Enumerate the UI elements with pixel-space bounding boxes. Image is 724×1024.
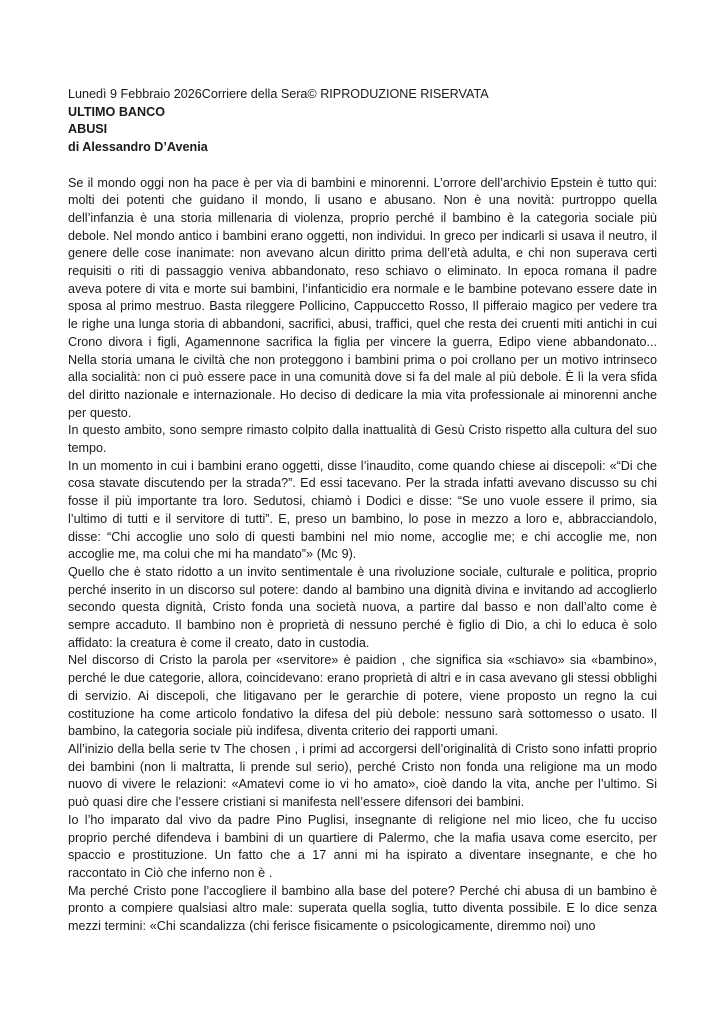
article-header — [68, 86, 657, 157]
header-body-spacer — [68, 157, 657, 175]
article-title: ABUSI — [68, 122, 108, 137]
article-paragraph: All’inizio della bella serie tv The chosen , i primi ad accorgersi dell’originalità di Cristo sono infatti proprio dei bambini (non li maltratta, li prende sul serio), perché Cristo non fonda una religione ma un modo nuovo di vivere le relazioni: «Amatevi come io vi ho amato», cioè dando la vita, anche per l’ultimo. Si può quasi dire che l’essere cristiani si manifesta nell’essere difensori dei bambini. — [68, 742, 657, 810]
article-paragraph: Io l’ho imparato dal vivo da padre Pino Puglisi, insegnante di religione nel mio liceo, che fu ucciso proprio perché difendeva i bambini di un quartiere di Palermo, che la mafia usava come esercito, per spaccio e prostituzione. Un fatto che a 17 anni mi ha ispirato a diventare insegnante, e che ho raccontato in Ciò che inferno non è . — [68, 812, 657, 880]
article-paragraph: Se il mondo oggi non ha pace è per via di bambini e minorenni. L’orrore dell’archivio Epstein è tutto qui: molti dei potenti che guidano il mondo, li usano e abusano. Non è una novità: purtroppo quella dell’infanzia è una storia millenaria di violenza, proprio perché il bambino è la categoria sociale più debole. Nel mondo antico i bambini erano oggetti, non individui. In greco per indicarli si usava il neutro, il genere delle cose inanimate: non avevano alcun diritto prima dell’età adulta, e chi non superava certi requisiti o riti di passaggio veniva abbandonato, reso schiavo o eliminato. In epoca romana il padre aveva potere di vita e morte sui bambini, l’infanticidio era normale e le bambine potevano essere date in sposa al primo mestruo. Basta rileggere Pollicino, Cappuccetto Rosso, Il pifferaio magico per vedere tra le righe una lunga storia di abbandoni, sacrifici, abusi, traffici, quel che resta dei cruenti miti antichi in cui Crono divora i figli, Agamennone sacrifica la figlia per vincere la guerra, Edipo viene abbandonato... Nella storia umana le civiltà che non proteggono i bambini prima o poi crollano per un motivo intrinseco alla socialità: non ci può essere pace in una comunità dove si fa del male al più debole. È lì la vera sfida del diritto nazionale e internazionale. Ho deciso di dedicare la mia vita professionale ai minorenni anche per questo. — [68, 175, 657, 420]
article-paragraph: In questo ambito, sono sempre rimasto colpito dalla inattualità di Gesù Cristo rispetto alla cultura del suo tempo. — [68, 423, 657, 456]
article-body — [68, 175, 657, 936]
article-byline: di Alessandro D’Avenia — [68, 140, 208, 155]
article-paragraph: Nel discorso di Cristo la parola per «servitore» è paidion , che significa sia «schiavo» sia «bambino», perché le due categorie, allora, coincidevano: erano proprietà di altri e in casa avevano gli stessi obblighi di servizio. Ai discepoli, che litigavano per le gerarchie di potere, viene proposto un regno la cui costituzione ha come articolo fondativo la difesa del più debole: nessuno sarà sottomesso o usato. Il bambino, la categoria sociale più indifesa, diventa criterio dei rapporti umani. — [68, 653, 657, 739]
article-paragraph: Ma perché Cristo pone l’accogliere il bambino alla base del potere? Perché chi abusa di un bambino è pronto a compiere qualsiasi altro male: superata quella soglia, tutto diventa possibile. E lo dice senza mezzi termini: «Chi scandalizza (chi ferisce fisicamente o psicologicamente, diremmo noi) uno — [68, 883, 657, 934]
date-source-line: Lunedì 9 Febbraio 2026Corriere della Sera© RIPRODUZIONE RISERVATA — [68, 87, 489, 101]
article-paragraph: In un momento in cui i bambini erano oggetti, disse l’inaudito, come quando chiese ai discepoli: «“Di che cosa stavate discutendo per la strada?”. Ed essi tacevano. Per la strada infatti avevano discusso su chi fosse il più importante tra loro. Sedutosi, chiamò i Dodici e disse: “Se uno vuole essere il primo, sia l’ultimo di tutti e il servitore di tutti”. E, preso un bambino, lo pose in mezzo a loro e, abbracciandolo, disse: “Chi accoglie uno solo di questi bambini nel mio nome, accoglie me; e chi accoglie me, non accoglie me, ma colui che mi ha mandato”» (Mc 9). — [68, 458, 657, 562]
article-paragraph: Quello che è stato ridotto a un invito sentimentale è una rivoluzione sociale, culturale e politica, proprio perché inserito in un discorso sul potere: dando al bambino una dignità divina e invitando ad accoglierlo secondo questa dignità, Cristo fonda una società nuova, a partire dal basso e non dall’alto come è sempre accaduto. Il bambino non è proprietà di nessuno perché è figlio di Dio, a chi lo educa è solo affidato: la creatura è come il creato, dato in custodia. — [68, 564, 657, 650]
article-rubric: ULTIMO BANCO — [68, 104, 166, 119]
